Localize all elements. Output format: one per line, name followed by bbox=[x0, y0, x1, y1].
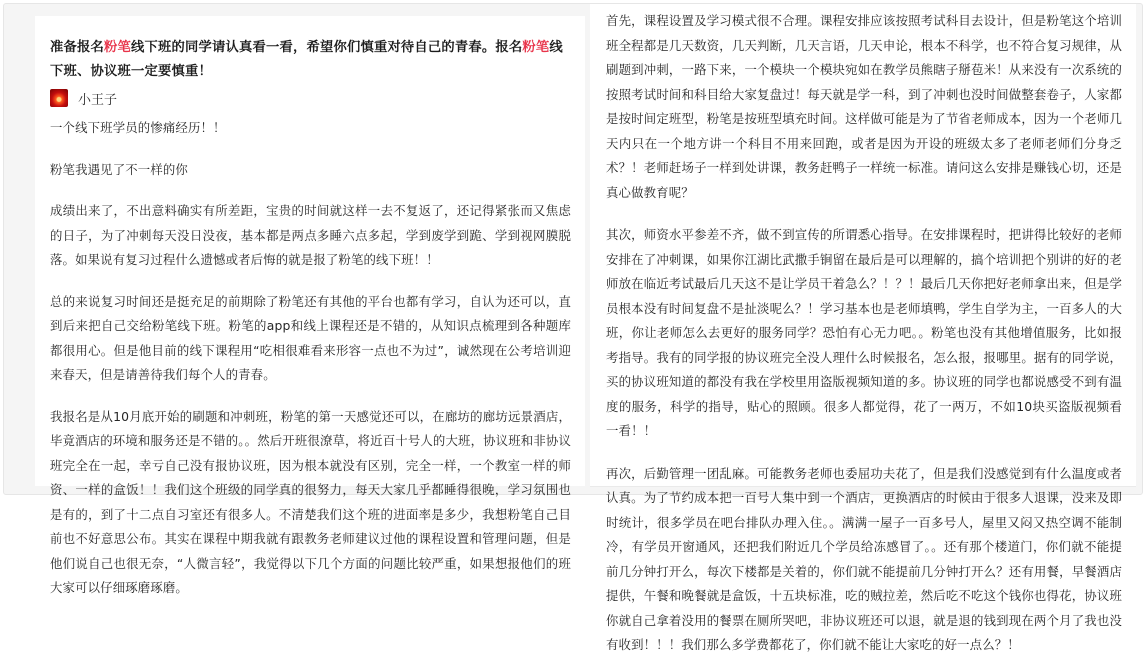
avatar-icon[interactable] bbox=[50, 89, 68, 107]
post-paragraph: 粉笔我遇见了不一样的你 bbox=[50, 161, 188, 177]
title-part: 线下班、协议班一定要慎重！ bbox=[50, 40, 563, 79]
post-title[interactable] bbox=[50, 36, 571, 84]
title-brand-highlight: 粉笔 bbox=[522, 40, 550, 55]
author-row[interactable] bbox=[50, 88, 571, 108]
post-paragraph-second: 其次，师资水平参差不齐，做不到宣传的所谓悉心指导。在安排课程时，把讲得比较好的老师安排在了冲刺课，如果你江湖比武撒手锏留在最后是可以理解的，搞个培训把个别讲的好的老师放在临近考试最后几天这不是让学员干着急么？！？！最后几天你把好老师拿出来，但是学员根本没有时间复盘不是扯淡呢么？！学习基本也是老师填鸭，学生自学为主，一百多人的大班，你让老师怎么去更好的服务同学？恐怕有心无力吧。。粉笔也没有其他增值服务，比如报考指导。我有的同学报的协议班完全没人理什么时候报名，怎么报，报哪里。据有的同学说，买的协议班知道的都没有我在学校里用盗版视频知道的多。协议班的同学也都说感受不到有温度的服务，科学的指导，贴心的照顾。很多人都觉得，花了一两万，不如10块买盗版视频看一看！！ bbox=[606, 227, 1122, 438]
title-part: 准备报名 bbox=[50, 40, 104, 55]
title-part: 线下班的同学请认真看一看，希望你们慎重对待自己的青春。报名 bbox=[131, 40, 523, 55]
post-paragraph: 一个线下班学员的惨痛经历！！ bbox=[50, 120, 226, 135]
post-card-right bbox=[590, 4, 1136, 652]
post-paragraph-third: 再次，后勤管理一团乱麻。可能教务老师也委屈功夫花了，但是我们没感觉到有什么温度或者认真。为了节约成本把一百号人集中到一个酒店，更换酒店的时候由于很多人退课，没来及即时统计，很多学员在吧台排队办理入住。。满满一屋子一百多号人，屋里又闷又热空调不能制冷，有学员开窗通风，还把我们附近几个学员给冻感冒了。。还有那个楼道门，你们就不能提前几分钟打开么，每次下楼都是关着的，你们就不能提前几分钟打开么？还有用餐，早餐酒店提供，午餐和晚餐就是盒饭，十五块标准，吃的贼拉差，然后吃不吃这个钱你也得花，协议班你就自己拿着没用的餐票在厕所哭吧，非协议班还可以退，就是退的钱到现在两个月了我也没有收到！！！我们那么多学费都花了，你们就不能让大家吃的好一点么？！ bbox=[606, 465, 1122, 652]
post-paragraph: 成绩出来了，不出意料确实有所差距，宝贵的时间就这样一去不复返了，还记得紧张而又焦虑的日子，为了冲刺每天没日没夜，基本都是两点多睡六点多起，学到废学到跪、学到视网膜脱落。如果说有复习过程什么遗憾或者后悔的就是报了粉笔的线下班！！ bbox=[50, 203, 571, 267]
post-paragraph: 总的来说复习时间还是挺充足的前期除了粉笔还有其他的平台也都有学习，自认为还可以，直到后来把自己交给粉笔线下班。粉笔的app和线上课程还是不错的，从知识点梳理到各种题库都很用心。但是他目前的线下课程用“吃相很难看来形容一点也不为过”，诚然现在公考培训迎来春天，但是请善待我们每个人的青春。 bbox=[50, 293, 571, 382]
post-card-left bbox=[35, 16, 585, 595]
author-name[interactable]: 小王子 bbox=[78, 92, 118, 108]
post-paragraph: 我报名是从10月底开始的刷题和冲刺班，粉笔的第一天感觉还可以，在廊坊的廊坊远景酒店，毕竟酒店的环境和服务还是不错的。。然后开班很潦草，将近百十号人的大班，协议班和非协议班完全在一起，幸亏自己没有报协议班，因为根本就没有区别，完全一样，一个教室一样的师资、一样的盒饭！！我们这个班级的同学真的很努力，每天大家几乎都睡得很晚，学习氛围也是有的，到了十二点自习室还有很多人。不清楚我们这个班的进面率是多少，我想粉笔自己目前也不好意思公布。其实在课程中期我就有跟教务老师建议过他的课程设置和管理问题，但是他们说自己也很无奈，“人微言轻”，我觉得以下几个方面的问题比较严重，如果想报他们的班大家可以仔细琢磨琢磨。 bbox=[50, 408, 571, 595]
post-paragraph-first: 首先，课程设置及学习模式很不合理。课程安排应该按照考试科目去设计，但是粉笔这个培训班全程都是几天数资，几天判断，几天言语，几天申论，根本不科学，也不符合复习规律，从刷题到冲刺，一路下来，一个模块一个模块宛如在教学员熊瞎子掰苞米！从来没有一次系统的按照考试时间和科目给大家复盘过！每天就是学一科，到了冲刺也没时间做整套卷子，人家都是按时间定班型，粉笔是按班型填充时间。这样做可能是为了节省老师成本，因为一个老师几天内只在一个地方讲一个科目不用来回跑，或者是因为开设的班级太多了老师老师们分身乏术？！老师赶场子一样到处讲课，教务赶鸭子一样统一标准。请问这么安排是赚钱心切，还是真心做教育呢？ bbox=[606, 13, 1122, 200]
title-brand-highlight: 粉笔 bbox=[104, 40, 131, 55]
